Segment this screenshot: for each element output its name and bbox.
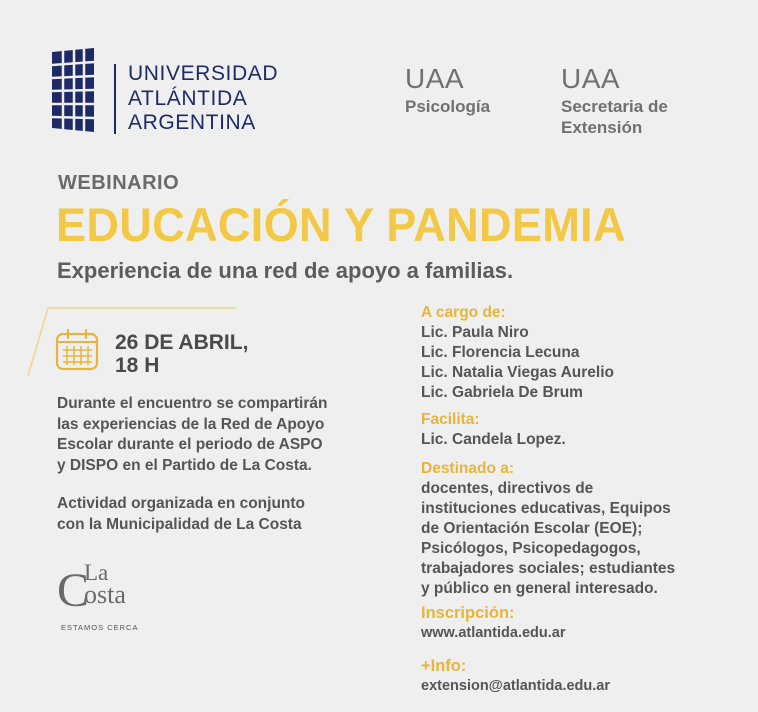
svg-text:osta: osta (84, 580, 126, 609)
facilitator-item: Lic. Candela Lopez. (421, 431, 566, 448)
university-logo-icon (52, 48, 96, 132)
svg-text:C: C (57, 564, 90, 617)
partner-extension (561, 64, 668, 138)
registration-section (421, 603, 566, 643)
description-line: las experiencias de la Red de Apoyo (57, 415, 325, 433)
event-type: WEBINARIO (58, 172, 180, 194)
info-section (421, 656, 610, 696)
event-time: 18 H (115, 354, 160, 377)
speaker-item: Lic. Gabriela De Brum (421, 384, 583, 401)
partner-name-line2: Extensión (561, 118, 643, 137)
audience-line: de Orientación Escolar (EOE); (421, 520, 643, 537)
partner-acronym: UAA (561, 63, 621, 94)
la-costa-tagline: ESTAMOS CERCA (61, 623, 139, 632)
audience-line: docentes, directivos de (421, 480, 594, 497)
university-name-line3: ARGENTINA (128, 111, 256, 134)
audience-line: y público en general interesado. (421, 580, 658, 597)
registration-link[interactable]: www.atlantida.edu.ar (421, 625, 566, 641)
university-name (128, 62, 278, 136)
facilitator-section (421, 410, 566, 450)
organized-note (57, 494, 305, 535)
organized-line: Actividad organizada en conjunto (57, 495, 306, 512)
event-date (115, 331, 248, 377)
speaker-item: Lic. Natalia Viegas Aurelio (421, 364, 614, 381)
la-costa-logo-la: La (84, 560, 109, 585)
event-subtitle: Experiencia de una red de apoyo a familias. (57, 258, 514, 283)
audience-section (421, 459, 675, 599)
info-email-link[interactable]: extension@atlantida.edu.ar (421, 678, 610, 694)
university-name-line1: UNIVERSIDAD (128, 62, 279, 85)
organized-line: con la Municipalidad de La Costa (57, 515, 302, 533)
description-line: Durante el encuentro se compartirán (57, 395, 328, 412)
audience-heading: Destinado a: (421, 460, 515, 477)
registration-heading: Inscripción: (421, 604, 515, 622)
audience-line: instituciones educativas, Equipos (421, 500, 671, 517)
partner-name-line1: Secretaria de (561, 97, 668, 116)
la-costa-logo (57, 560, 167, 632)
description-line: Escolar durante el periodo de ASPO (57, 436, 323, 453)
facilitator-heading: Facilita: (421, 411, 480, 428)
calendar-icon (55, 328, 99, 372)
event-description (57, 394, 327, 476)
event-date-line1: 26 DE ABRIL, (115, 331, 249, 354)
info-heading: +Info: (421, 657, 467, 675)
speaker-item: Lic. Paula Niro (421, 324, 529, 341)
description-line: y DISPO en el Partido de La Costa. (57, 456, 312, 474)
speakers-section (421, 303, 614, 403)
audience-line: trabajadores sociales; estudiantes (421, 560, 676, 577)
audience-line: Psicólogos, Psicopedagogos, (421, 540, 641, 557)
partner-acronym: UAA (405, 63, 465, 94)
logo-divider (114, 64, 116, 134)
event-title: EDUCACIÓN Y PANDEMIA (56, 198, 626, 251)
speaker-item: Lic. Florencia Lecuna (421, 344, 580, 361)
speakers-heading: A cargo de: (421, 304, 506, 321)
university-name-line2: ATLÁNTIDA (128, 86, 248, 110)
partner-psicologia (405, 64, 490, 117)
partner-name: Psicología (405, 97, 491, 116)
